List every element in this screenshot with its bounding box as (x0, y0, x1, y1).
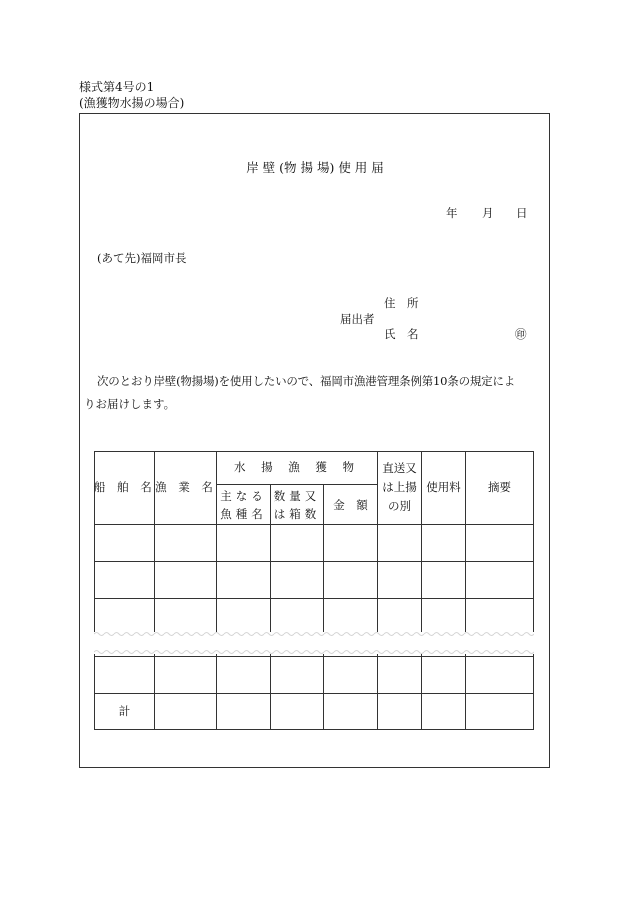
col-vessel-name: 船 舶 名 (94, 480, 156, 494)
col-main-species-l2: 魚種名 (220, 507, 267, 521)
col-amount: 金 額 (333, 498, 368, 512)
col-quantity-l2: は箱数 (273, 507, 321, 521)
col-fishery-name: 漁 業 名 (155, 480, 217, 494)
form-number: 様式第4号の1 (79, 80, 155, 94)
notifier-label: 届出者 (340, 312, 375, 326)
addressee: (あて先)福岡市長 (97, 251, 187, 265)
form-title: 岸 壁 (物 揚 場) 使 用 届 (246, 160, 384, 175)
date-month-label: 月 (482, 206, 494, 220)
col-main-species-l1: 主なる (220, 489, 267, 503)
landing-table (94, 451, 534, 730)
body-text-line-1: 次のとおり岸壁(物揚場)を使用したいので、福岡市漁港管理条例第10条の規定によ (97, 374, 516, 388)
date-year-label: 年 (446, 206, 458, 220)
col-quantity-l1: 数量又 (273, 489, 321, 503)
seal-mark: ㊞ (515, 327, 527, 341)
col-landing-catch: 水 揚 漁 獲 物 (233, 460, 361, 474)
address-label: 住 所 (384, 296, 419, 310)
col-shipment-l1: 直送又 (382, 461, 417, 475)
total-row-label: 計 (118, 704, 131, 718)
body-text-line-2: りお届けします。 (84, 397, 176, 411)
col-shipment-l2: は上揚 (382, 480, 417, 494)
name-label: 氏 名 (384, 327, 419, 341)
col-shipment-l3: の別 (388, 499, 411, 513)
col-remarks: 摘要 (488, 480, 511, 494)
form-case-note: (漁獲物水揚の場合) (79, 96, 185, 110)
col-usage-fee: 使用料 (426, 480, 461, 494)
date-day-label: 日 (516, 206, 528, 220)
